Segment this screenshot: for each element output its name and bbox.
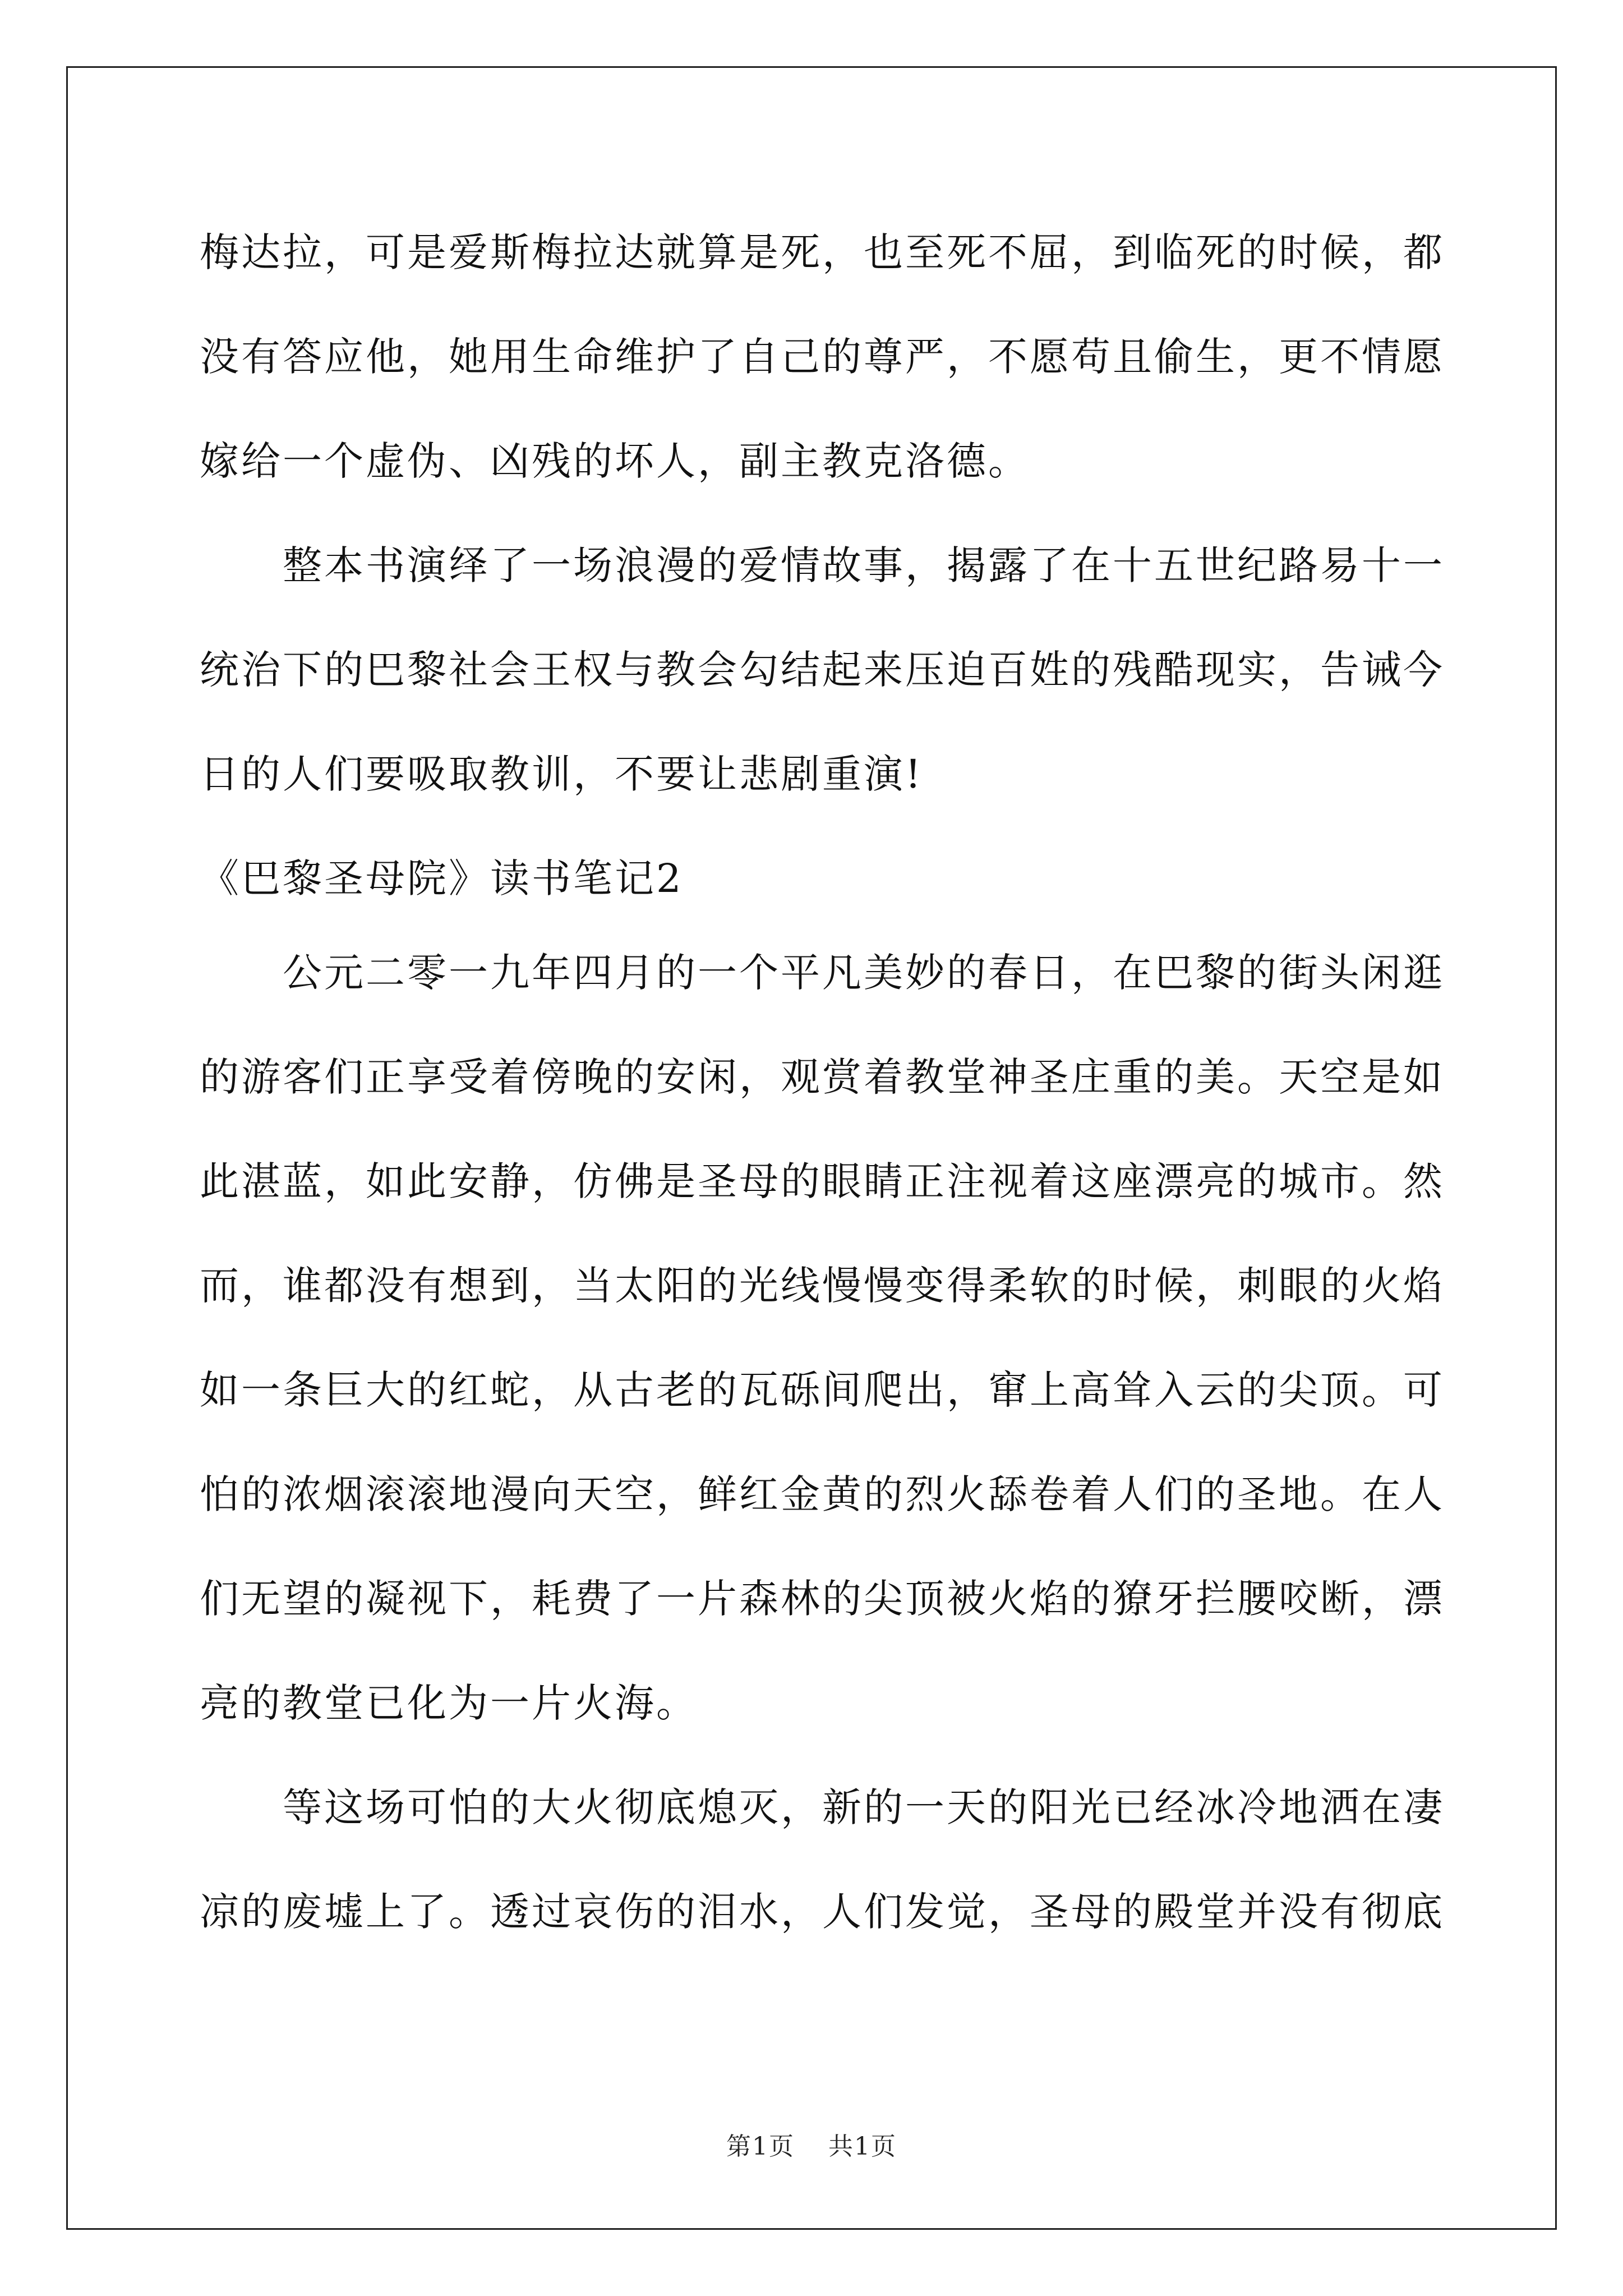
paragraph-4-line-1: 等这场可怕的大火彻底熄灭，新的一天的阳光已经冰冷地洒在凄: [283, 1784, 1445, 1830]
section-heading: 《巴黎圣母院》读书笔记2: [200, 855, 684, 901]
document-body: [200, 217, 1445, 1980]
paragraph-3-line-3: 此湛蓝，如此安静，仿佛是圣母的眼睛正注视着这座漂亮的城市。然: [200, 1158, 1445, 1204]
paragraph-3-line-8: 亮的教堂已化为一片火海。: [200, 1680, 698, 1726]
paragraph-4-line-2: 凉的废墟上了。透过哀伤的泪水，人们发觉，圣母的殿堂并没有彻底: [200, 1889, 1445, 1935]
paragraph-3-line-1: 公元二零一九年四月的一个平凡美妙的春日，在巴黎的街头闲逛: [283, 950, 1445, 996]
paragraph-2-line-1: 整本书演绎了一场浪漫的爱情故事，揭露了在十五世纪路易十一: [283, 542, 1445, 588]
paragraph-1-line-1: 梅达拉，可是爱斯梅拉达就算是死，也至死不屈，到临死的时候，都: [200, 229, 1445, 275]
paragraph-3-line-4: 而，谁都没有想到，当太阳的光线慢慢变得柔软的时候，刺眼的火焰: [200, 1263, 1445, 1309]
paragraph-2-line-2: 统治下的巴黎社会王权与教会勾结起来压迫百姓的残酷现实，告诫今: [200, 647, 1445, 693]
paragraph-3-line-6: 怕的浓烟滚滚地漫向天空，鲜红金黄的烈火舔卷着人们的圣地。在人: [200, 1471, 1445, 1517]
page-number-current: 第1页: [726, 2132, 795, 2161]
paragraph-1-line-3: 嫁给一个虚伪、凶残的坏人，副主教克洛德。: [200, 438, 1030, 484]
page-number-total: 共1页: [828, 2132, 897, 2161]
paragraph-3-line-2: 的游客们正享受着傍晚的安闲，观赏着教堂神圣庄重的美。天空是如: [200, 1054, 1445, 1100]
paragraph-3-line-5: 如一条巨大的红蛇，从古老的瓦砾间爬出，窜上高耸入云的尖顶。可: [200, 1367, 1445, 1413]
paragraph-1-line-2: 没有答应他，她用生命维护了自己的尊严，不愿苟且偷生，更不情愿: [200, 334, 1445, 380]
paragraph-2-line-3: 日的人们要吸取教训，不要让悲剧重演!: [200, 751, 924, 797]
page-footer: [0, 2126, 1623, 2162]
paragraph-3-line-7: 们无望的凝视下，耗费了一片森林的尖顶被火焰的獠牙拦腰咬断，漂: [200, 1576, 1445, 1622]
